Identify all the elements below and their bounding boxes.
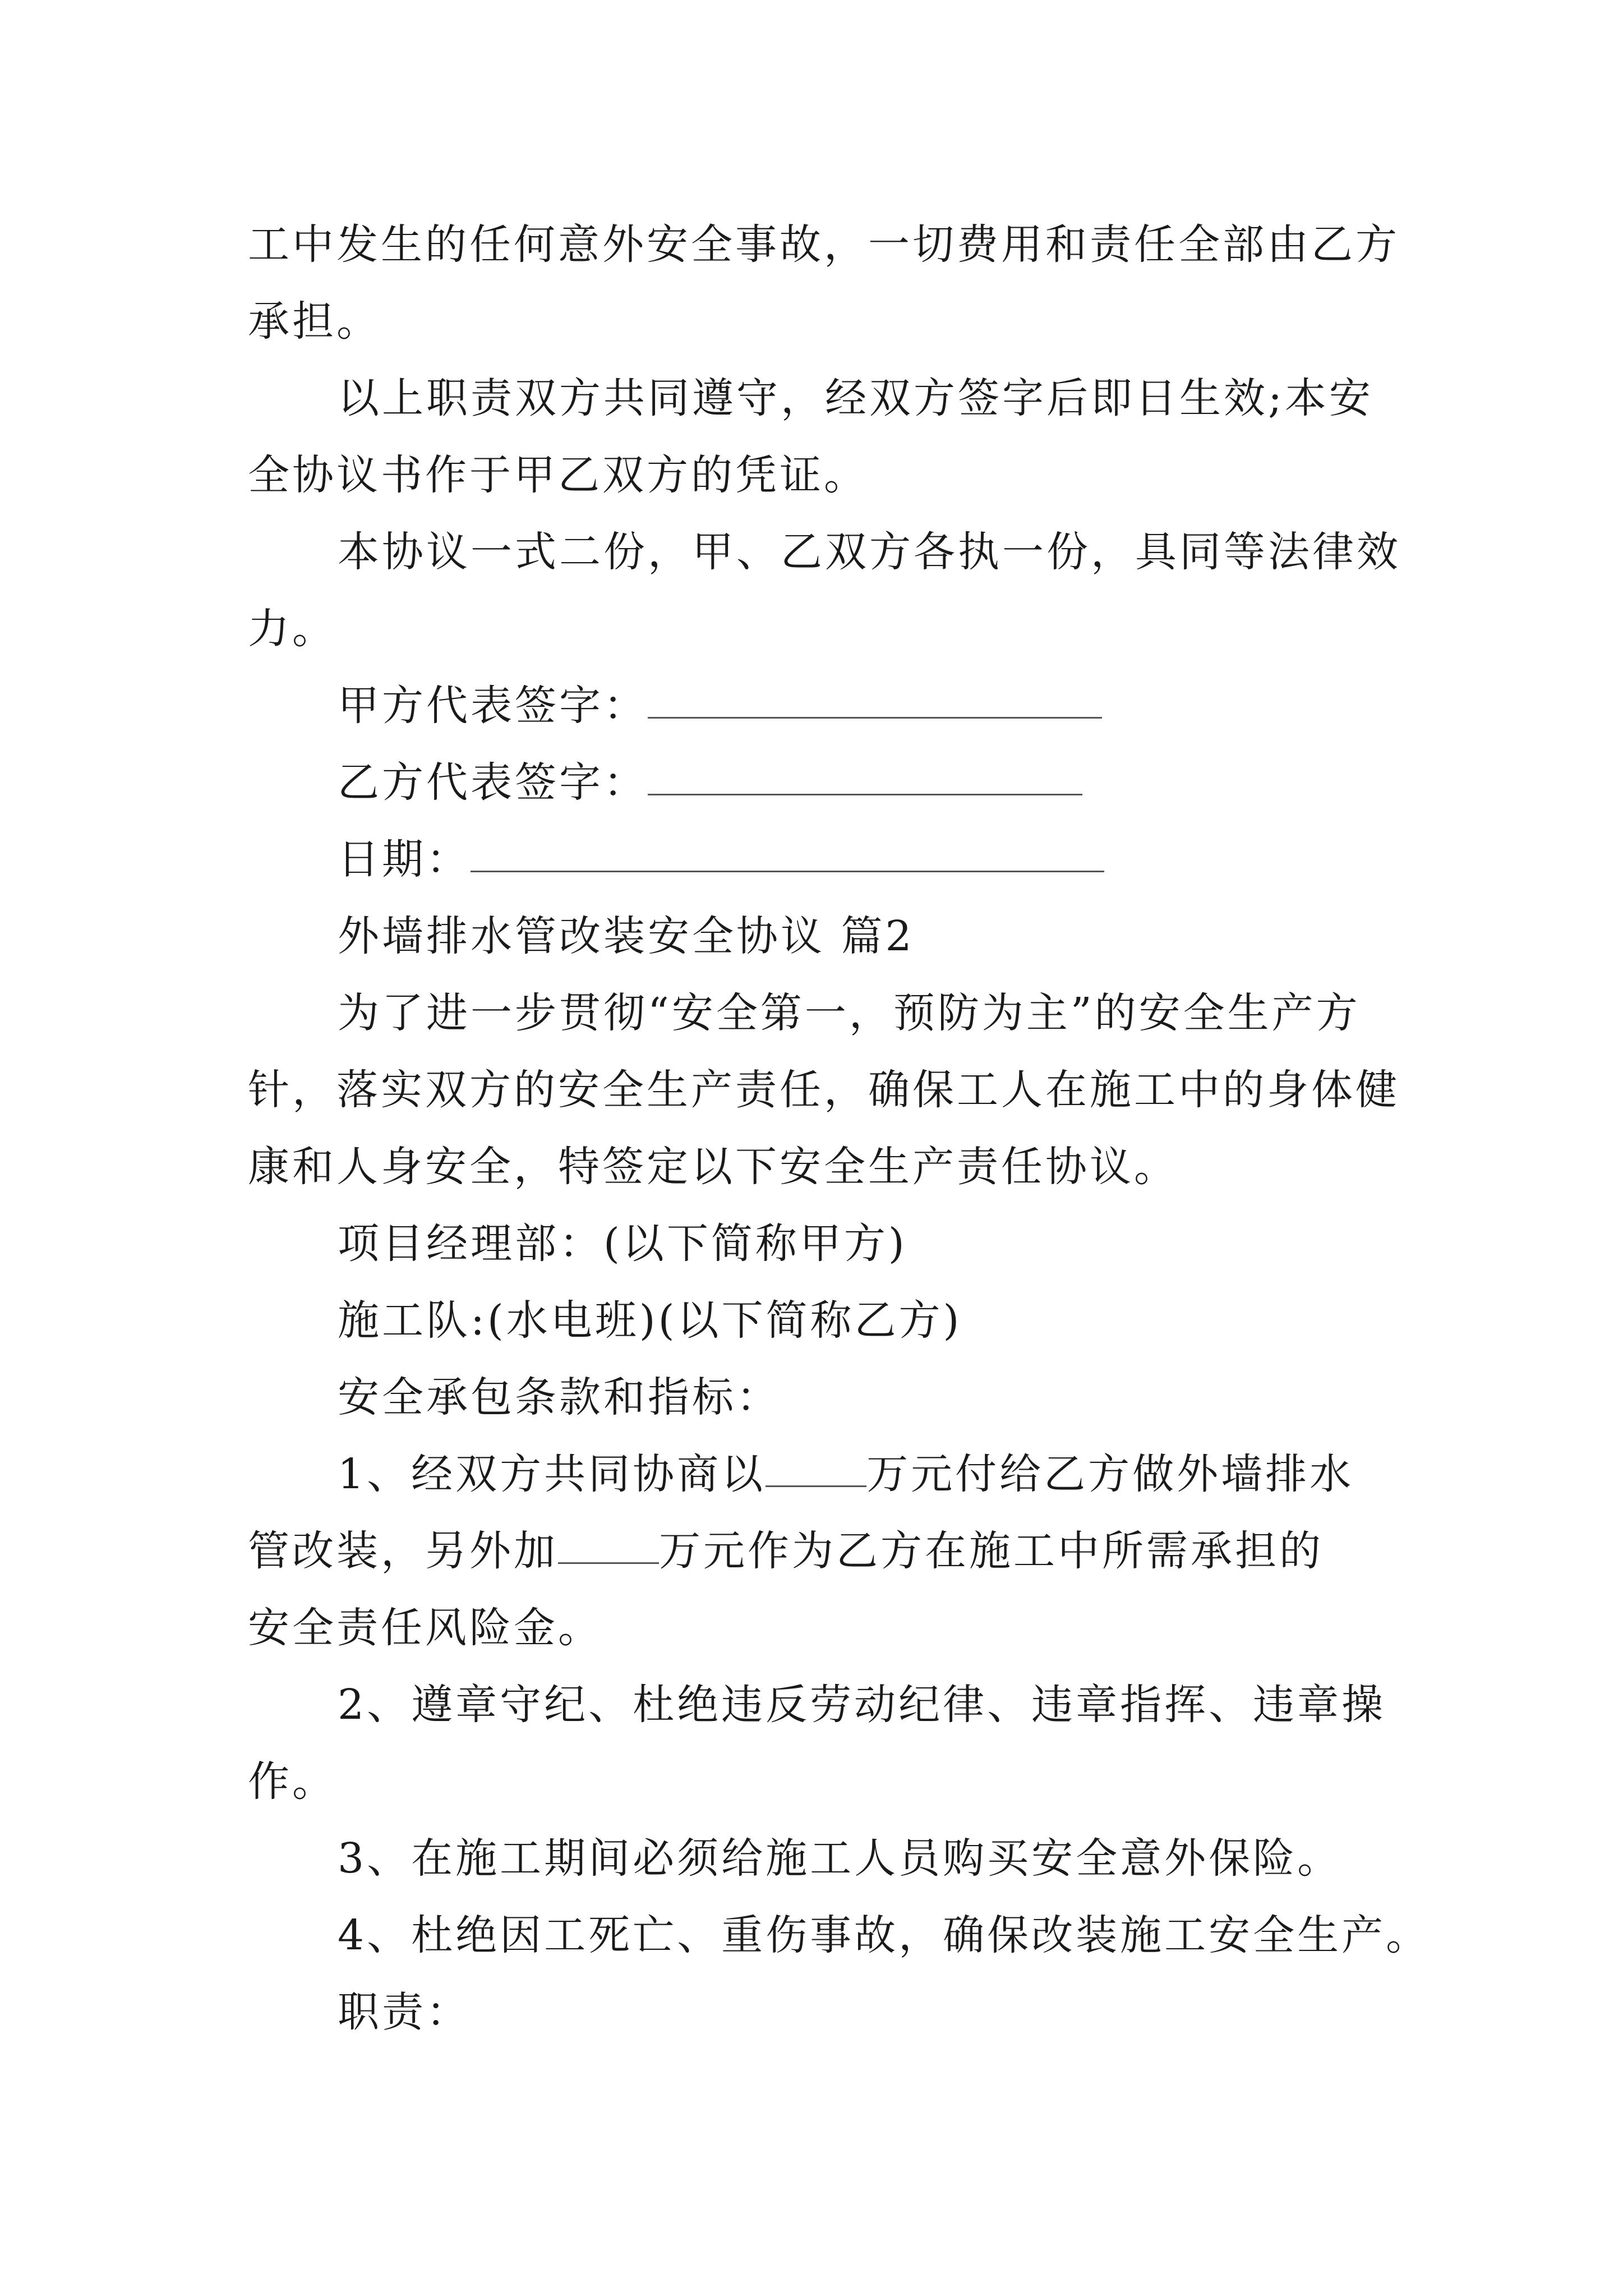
clause-1-line xyxy=(248,1513,1392,1590)
paragraph-line: 承担。 xyxy=(248,297,381,346)
party-b-signature-row xyxy=(248,744,1392,821)
clause-2-line: 2、遵章守纪、杜绝违反劳动纪律、违章指挥、违章操 xyxy=(338,1681,1386,1729)
clause-4-line: 4、杜绝因工死亡、重伤事故，确保改装施工安全生产。 xyxy=(338,1911,1431,1959)
party-b-signature-label: 乙方代表签字： xyxy=(338,758,648,807)
paragraph-line: 针，落实双方的安全生产责任，确保工人在施工中的身体健 xyxy=(248,1066,1400,1114)
date-blank[interactable] xyxy=(471,821,1104,872)
party-a-signature-label: 甲方代表签字： xyxy=(338,682,648,730)
paragraph-line: 为了进一步贯彻“安全第一，预防为主”的安全生产方 xyxy=(338,989,1361,1037)
duties-heading: 职责： xyxy=(338,1988,471,2036)
paragraph-line: 本协议一式二份，甲、乙双方各执一份，具同等法律效 xyxy=(338,528,1401,576)
clause-text: 管改装，另外加 xyxy=(248,1527,558,1575)
amount-blank[interactable] xyxy=(766,1436,866,1487)
party-a-signature-row xyxy=(248,668,1392,744)
clauses-heading: 安全承包条款和指标： xyxy=(338,1373,781,1421)
paragraph-line: 康和人身安全，特签定以下安全生产责任协议。 xyxy=(248,1143,1178,1191)
date-label: 日期： xyxy=(338,835,471,884)
paragraph-line: 以上职责双方共同遵守，经双方签字后即日生效;本安 xyxy=(338,374,1373,422)
clause-text: 1、经双方共同协商以 xyxy=(338,1450,766,1498)
clause-2-line: 作。 xyxy=(248,1757,336,1806)
paragraph-line: 全协议书作于甲乙双方的凭证。 xyxy=(248,451,868,499)
party-b-definition: 施工队:(水电班)(以下简称乙方) xyxy=(338,1296,962,1345)
party-a-signature-blank[interactable] xyxy=(648,668,1102,719)
paragraph-line: 力。 xyxy=(248,605,336,653)
document-body xyxy=(248,206,1431,2051)
clause-1-line xyxy=(248,1436,1392,1513)
paragraph-line: 工中发生的任何意外安全事故，一切费用和责任全部由乙方 xyxy=(248,220,1400,269)
clause-text: 万元付给乙方做外墙排水 xyxy=(866,1450,1354,1498)
party-a-definition: 项目经理部：(以下简称甲方) xyxy=(338,1220,907,1268)
risk-amount-blank[interactable] xyxy=(558,1513,659,1564)
section-heading: 外墙排水管改装安全协议 篇2 xyxy=(338,912,915,960)
clause-3-line: 3、在施工期间必须给施工人员购买安全意外保险。 xyxy=(338,1834,1342,1883)
clause-1-line: 安全责任风险金。 xyxy=(248,1604,602,1652)
clause-text: 万元作为乙方在施工中所需承担的 xyxy=(659,1527,1324,1575)
party-b-signature-blank[interactable] xyxy=(648,744,1082,795)
date-row xyxy=(248,821,1392,898)
